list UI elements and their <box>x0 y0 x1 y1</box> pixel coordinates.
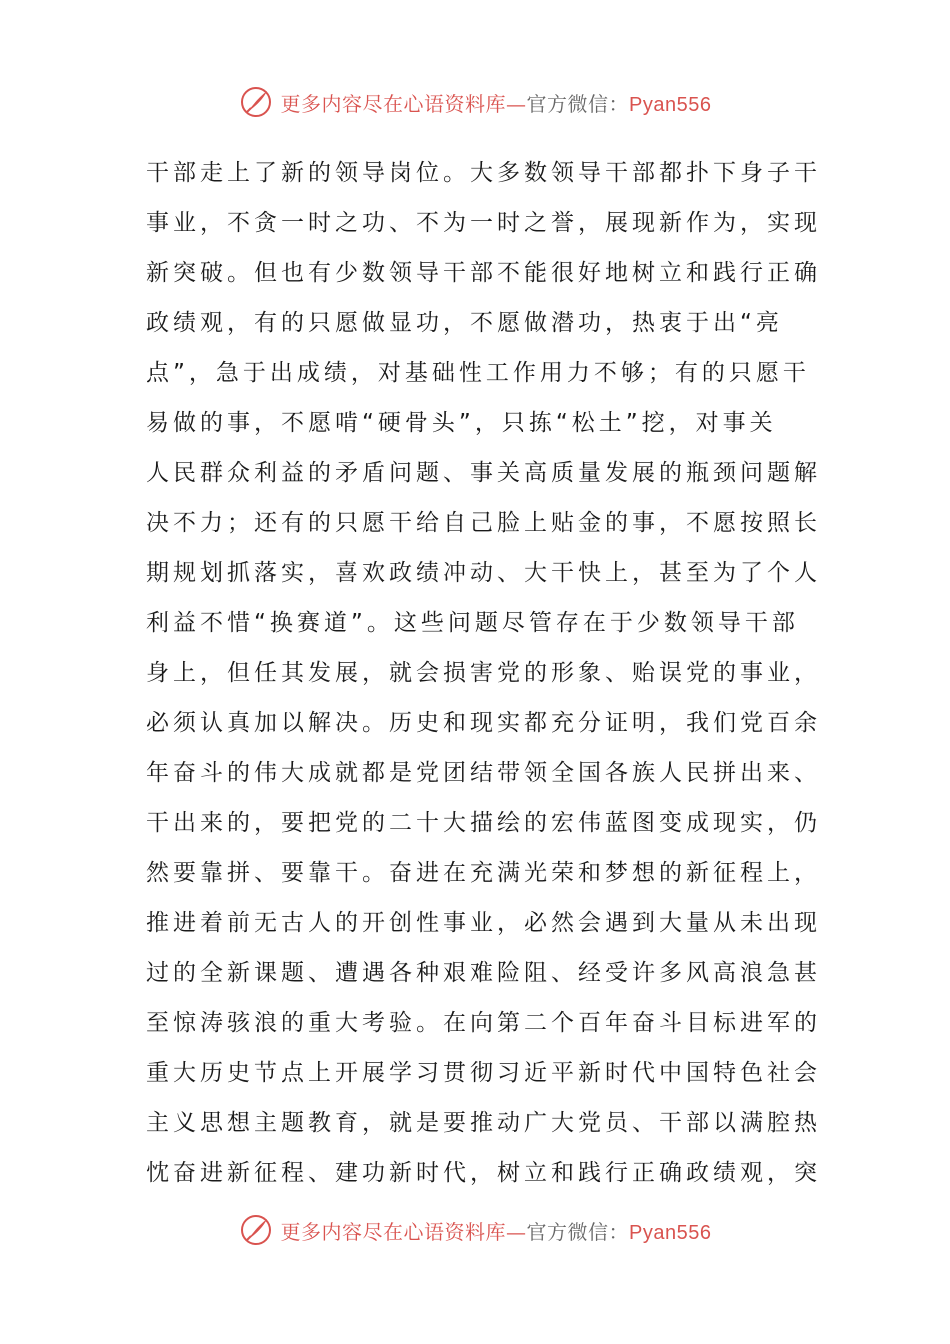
text-line: 必须认真加以解决。历史和现实都充分证明，我们党百余 <box>146 710 821 736</box>
text-line: 点”，急于出成绩，对基础性工作用力不够；有的只愿干 <box>146 360 810 386</box>
text-line: 决不力；还有的只愿干给自己脸上贴金的事，不愿按照长 <box>146 510 821 536</box>
text-line: 事业，不贪一时之功、不为一时之誉，展现新作为，实现 <box>146 210 821 236</box>
header-wechat-label: 官方微信： <box>526 91 630 116</box>
footer-dash: — <box>506 1219 527 1244</box>
footer-banner <box>0 1210 950 1250</box>
text-line: 人民群众利益的矛盾问题、事关高质量发展的瓶颈问题解 <box>146 460 821 486</box>
text-line: 期规划抓落实，喜欢政绩冲动、大干快上，甚至为了个人 <box>146 560 821 586</box>
header-tagline <box>281 88 712 117</box>
text-line: 政绩观，有的只愿做显功，不愿做潜功，热衷于出“亮 <box>146 310 783 336</box>
text-line: 干出来的，要把党的二十大描绘的宏伟蓝图变成现实，仍 <box>146 810 821 836</box>
text-line: 利益不惜“换赛道”。这些问题尽管存在于少数领导干部 <box>146 610 799 636</box>
footer-wechat-label: 官方微信： <box>526 1219 630 1244</box>
header-dash: — <box>506 91 527 116</box>
text-line: 易做的事，不愿啃“硬骨头”，只拣“松土”挖，对事关 <box>146 410 777 436</box>
text-line: 年奋斗的伟大成就都是党团结带领全国各族人民拼出来、 <box>146 760 821 786</box>
text-line: 主义思想主题教育，就是要推动广大党员、干部以满腔热 <box>146 1110 821 1136</box>
text-line: 新突破。但也有少数领导干部不能很好地树立和践行正确 <box>146 260 821 286</box>
text-line: 身上，但任其发展，就会损害党的形象、贻误党的事业， <box>146 660 821 686</box>
text-line: 然要靠拼、要靠干。奋进在充满光荣和梦想的新征程上， <box>146 860 821 886</box>
text-line: 过的全新课题、遭遇各种艰难险阻、经受许多风高浪急甚 <box>146 960 821 986</box>
footer-wechat-id: Pyan556 <box>629 1221 712 1244</box>
text-line: 重大历史节点上开展学习贯彻习近平新时代中国特色社会 <box>146 1060 821 1086</box>
quill-logo-icon <box>239 85 273 119</box>
header-wechat-id: Pyan556 <box>629 93 712 116</box>
header-tagline-text: 更多内容尽在心语资料库 <box>280 91 507 116</box>
document-body <box>146 148 821 1198</box>
footer-tagline <box>281 1216 712 1245</box>
text-line: 推进着前无古人的开创性事业，必然会遇到大量从未出现 <box>146 910 821 936</box>
footer-tagline-text: 更多内容尽在心语资料库 <box>280 1219 507 1244</box>
text-line: 至惊涛骇浪的重大考验。在向第二个百年奋斗目标进军的 <box>146 1010 821 1036</box>
quill-logo-icon <box>239 1213 273 1247</box>
text-line: 干部走上了新的领导岗位。大多数领导干部都扑下身子干 <box>146 160 821 186</box>
header-banner <box>0 82 950 122</box>
text-line: 忱奋进新征程、建功新时代，树立和践行正确政绩观，突 <box>146 1160 821 1186</box>
